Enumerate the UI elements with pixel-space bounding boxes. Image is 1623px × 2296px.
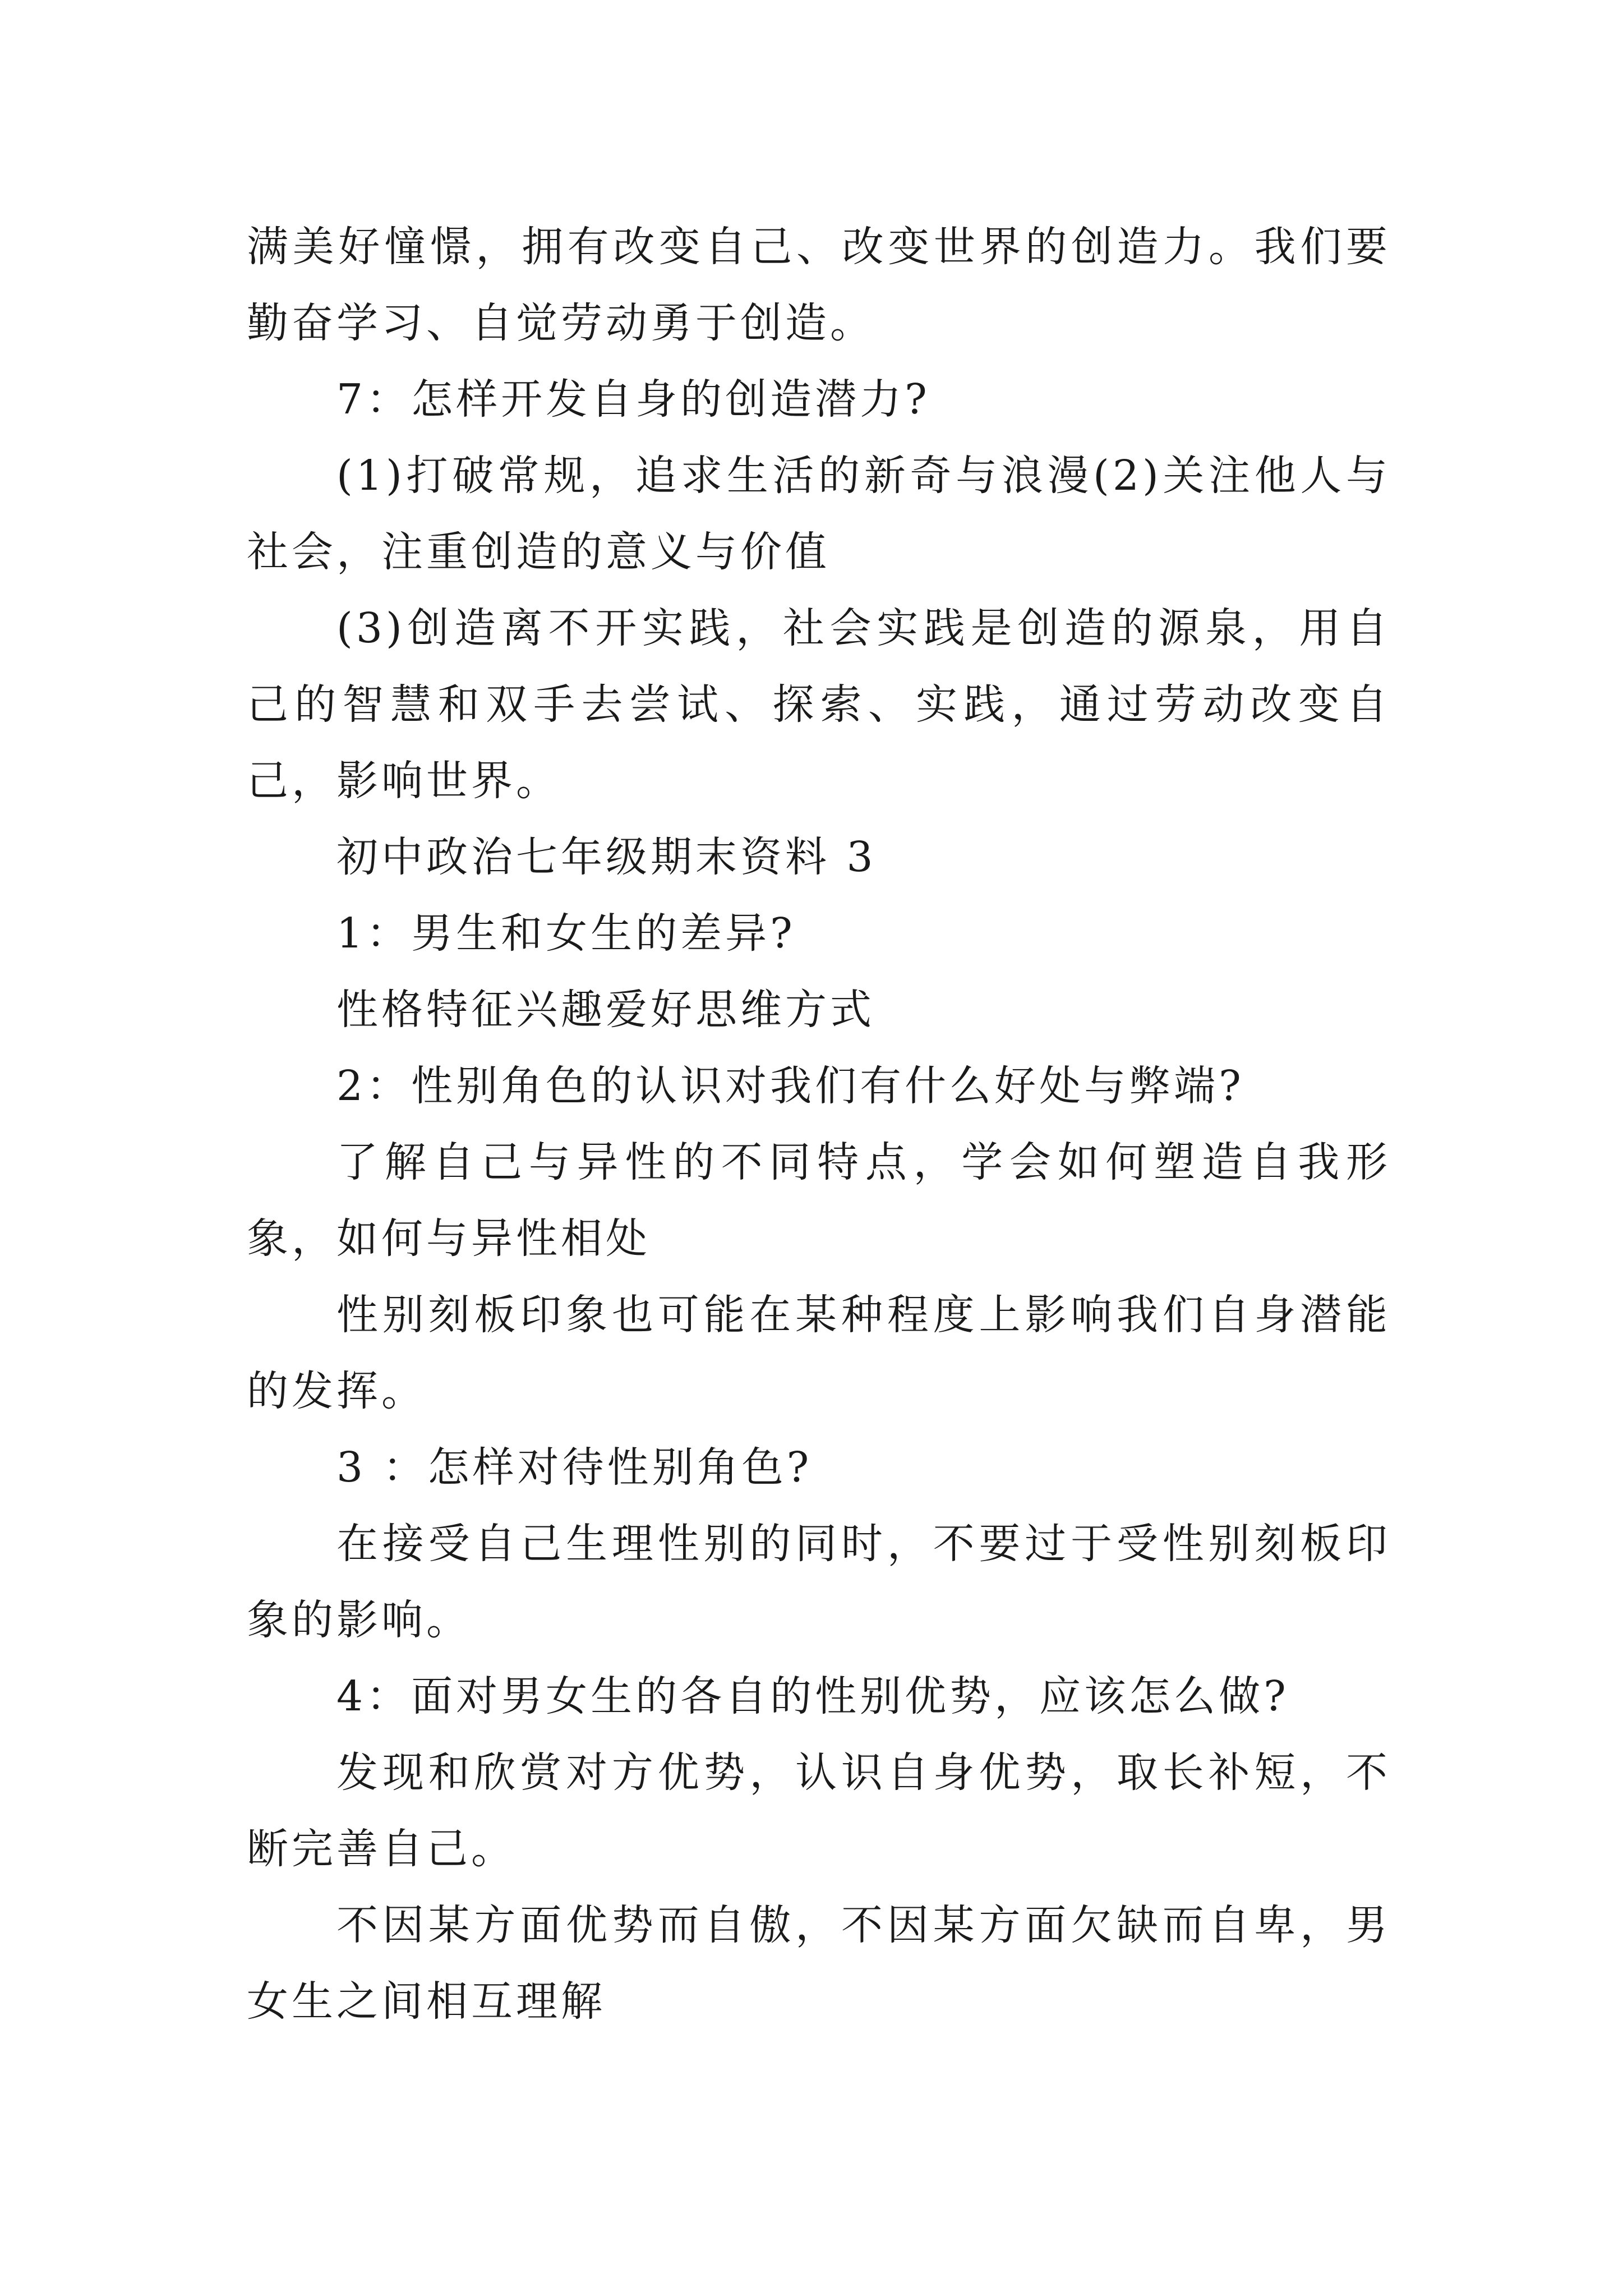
paragraph: 了解自己与异性的不同特点，学会如何塑造自我形象，如何与异性相处 (247, 1138, 1391, 1263)
question-heading: 1：男生和女生的差异? (336, 909, 796, 958)
paragraph: (3)创造离不开实践，社会实践是创造的源泉，用自己的智慧和双手去尝试、探索、实践，通过劳动改变自己，影响世界。 (247, 604, 1391, 805)
paragraph: 满美好憧憬，拥有改变自己、改变世界的创造力。我们要勤奋学习、自觉劳动勇于创造。 (247, 223, 1391, 347)
paragraph: 性格特征兴趣爱好思维方式 (336, 986, 875, 1034)
paragraph: 不因某方面优势而自傲，不因某方面欠缺而自卑，男女生之间相互理解 (247, 1901, 1391, 2026)
question-heading: 3 ：怎样对待性别角色? (336, 1443, 813, 1492)
question-heading: 7：怎样开发自身的创造潜力? (336, 375, 930, 424)
section-title: 初中政治七年级期末资料 3 (336, 833, 877, 881)
question-heading: 4：面对男女生的各自的性别优势，应该怎么做? (336, 1672, 1289, 1720)
paragraph: (1)打破常规，追求生活的新奇与浪漫(2)关注他人与社会，注重创造的意义与价值 (247, 452, 1391, 576)
document-body (247, 209, 1391, 2040)
paragraph: 性别刻板印象也可能在某种程度上影响我们自身潜能的发挥。 (247, 1291, 1391, 1415)
paragraph: 发现和欣赏对方优势，认识自身优势，取长补短，不断完善自己。 (247, 1749, 1391, 1873)
paragraph: 在接受自己生理性别的同时，不要过于受性别刻板印象的影响。 (247, 1520, 1391, 1644)
question-heading: 2：性别角色的认识对我们有什么好处与弊端? (336, 1062, 1244, 1110)
